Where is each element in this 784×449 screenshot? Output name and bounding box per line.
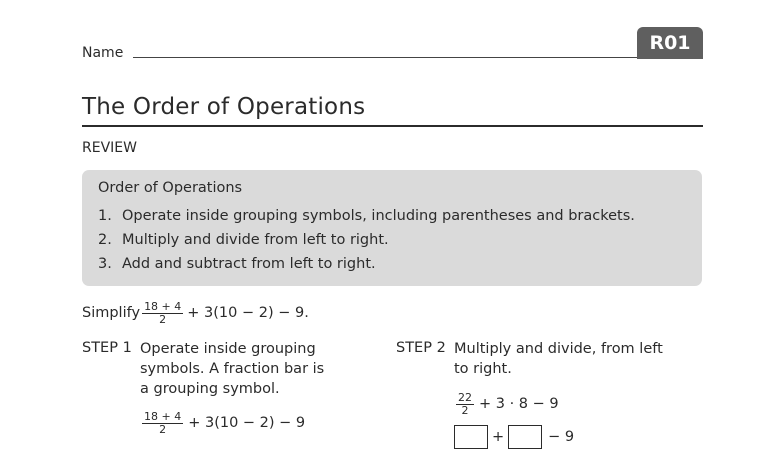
step-2-fraction [456,392,474,417]
problem-prefix: Simplify [82,305,141,321]
step-1-expression-rest: + 3(10 − 2) − 9 [188,415,306,431]
problem-expression-rest: + 3(10 − 2) − 9. [187,305,309,321]
rule-item [98,208,635,224]
step-2-label: STEP 2 [396,340,446,356]
step-text-line: symbols. A fraction bar is [140,361,325,377]
rule-item [98,256,376,272]
rule-text: Multiply and divide from left to right. [122,232,389,248]
answer-tail: − 9 [548,429,575,445]
step-2-answer-row [454,425,574,449]
step-text-line: Multiply and divide, from left [454,341,663,357]
rule-number: 3. [98,256,112,272]
step-text-line: a grouping symbol. [140,381,280,397]
answer-blank[interactable] [454,425,488,449]
fraction-numerator: 18 + 4 [144,299,182,313]
rule-number: 2. [98,232,112,248]
problem-fraction [142,301,183,326]
step-text-line: to right. [454,361,512,377]
step-1-label: STEP 1 [82,340,132,356]
page-title: The Order of Operations [82,94,366,120]
step-2-text [454,339,663,379]
fraction-denominator: 2 [159,422,167,436]
step-text-line: Operate inside grouping [140,341,316,357]
rule-text: Add and subtract from left to right. [122,256,376,272]
name-blank-line [133,57,643,58]
rule-item [98,232,389,248]
fraction-numerator: 22 [458,390,472,404]
problem-statement [82,299,309,327]
rules-box-heading: Order of Operations [98,180,243,196]
worksheet-code-badge: R01 [637,27,703,59]
step-2-expression-rest: + 3 · 8 − 9 [479,396,559,412]
fraction-numerator: 18 + 4 [144,409,182,423]
step-1-text [140,339,324,399]
section-label: REVIEW [82,140,137,156]
fraction-denominator: 2 [159,312,167,326]
rule-number: 1. [98,208,112,224]
step-1-fraction [142,411,183,436]
step-1-expression [140,409,305,437]
title-underline [82,125,703,127]
answer-blank[interactable] [508,425,542,449]
name-label: Name [82,45,124,61]
header-divider [637,57,703,59]
step-2-expression [454,390,559,418]
answer-operator: + [492,429,505,445]
rule-text: Operate inside grouping symbols, including parentheses and brackets. [122,208,635,224]
fraction-denominator: 2 [461,403,469,417]
